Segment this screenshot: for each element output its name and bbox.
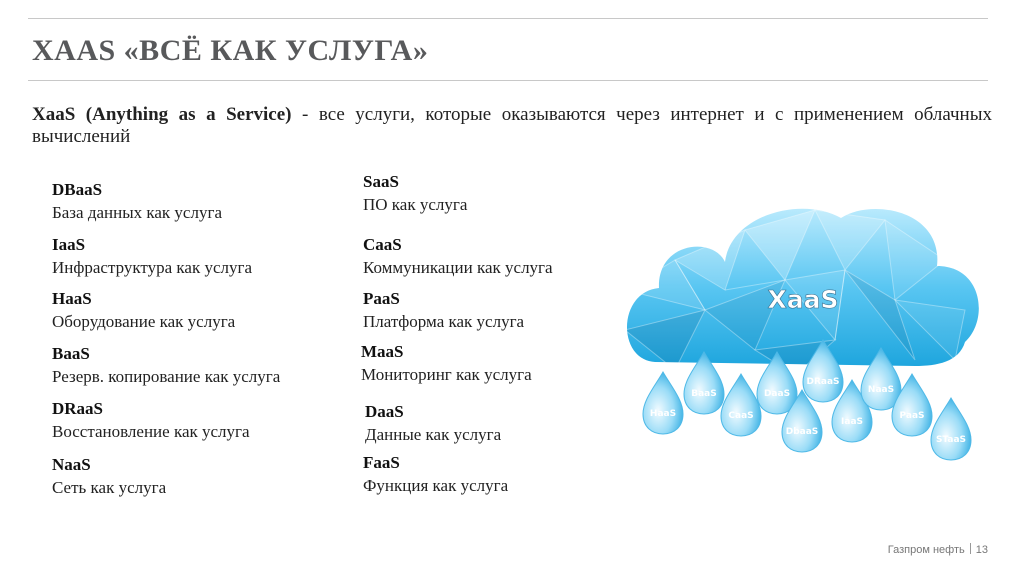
service-item: [363, 170, 467, 216]
service-code: BaaS: [52, 344, 90, 363]
drop-label: CaaS: [728, 411, 754, 421]
service-code: CaaS: [363, 235, 402, 254]
footer: [888, 543, 988, 556]
service-description: Данные как услуга: [365, 425, 502, 444]
service-code: NaaS: [52, 455, 91, 474]
footer-separator: [970, 543, 971, 554]
page-number: 13: [975, 544, 988, 556]
service-description: Восстановление как услуга: [52, 422, 250, 441]
service-description: База данных как услуга: [52, 203, 222, 222]
drop-label: DaaS: [763, 389, 791, 399]
drop-label: PaaS: [899, 411, 925, 421]
title-rule-top: [28, 18, 988, 19]
intro-paragraph: [32, 104, 992, 148]
service-description: Оборудование как услуга: [52, 312, 236, 331]
service-item: [52, 397, 250, 443]
service-description: Функция как услуга: [363, 476, 509, 495]
service-code: HaaS: [52, 289, 92, 308]
service-item: [361, 340, 532, 386]
drop-label: IaaS: [841, 417, 863, 427]
service-code: MaaS: [361, 342, 404, 361]
service-drop: [643, 372, 683, 434]
service-description: ПО как услуга: [363, 195, 468, 214]
service-drop: [721, 374, 761, 436]
service-item: [52, 453, 166, 499]
service-item: [365, 400, 501, 446]
drop-label: DbaaS: [785, 427, 819, 437]
intro-definition: - все услуги, которые оказываются через интернет и с применением облачных вычислений: [32, 104, 992, 147]
service-code: DRaaS: [52, 399, 104, 418]
footer-company: Газпром нефть: [887, 544, 965, 556]
service-item: [363, 451, 508, 497]
service-description: Резерв. копирование как услуга: [52, 367, 281, 386]
drop-label: DRaaS: [806, 377, 840, 387]
service-code: FaaS: [363, 453, 400, 472]
service-item: [363, 233, 553, 279]
service-item: [52, 342, 280, 388]
slide-title: XAAS «ВСЁ КАК УСЛУГА»: [32, 34, 429, 67]
cloud-label: XaaS: [767, 285, 839, 314]
cloud-icon: [625, 209, 979, 375]
service-description: Мониторинг как услуга: [361, 365, 532, 384]
service-description: Сеть как услуга: [52, 478, 167, 497]
service-description: Платформа как услуга: [363, 312, 525, 331]
service-code: IaaS: [52, 235, 86, 254]
service-code: DBaaS: [52, 180, 103, 199]
drop-label: BaaS: [691, 389, 717, 399]
service-item: [52, 178, 222, 224]
service-item: [363, 287, 524, 333]
service-code: SaaS: [363, 172, 399, 191]
service-description: Коммуникации как услуга: [363, 258, 553, 277]
xaas-cloud-illustration: [615, 190, 990, 475]
service-drop: [931, 398, 971, 460]
intro-term: XaaS (Anything as a Service): [32, 104, 292, 125]
drop-label: STaaS: [935, 435, 967, 445]
service-code: PaaS: [363, 289, 400, 308]
service-item: [52, 233, 252, 279]
service-item: [52, 287, 235, 333]
title-bar: [28, 18, 988, 82]
service-code: DaaS: [365, 402, 404, 421]
drop-label: HaaS: [649, 409, 677, 419]
title-rule-bottom: [28, 80, 988, 81]
drop-label: NaaS: [867, 385, 895, 395]
service-description: Инфраструктура как услуга: [52, 258, 253, 277]
